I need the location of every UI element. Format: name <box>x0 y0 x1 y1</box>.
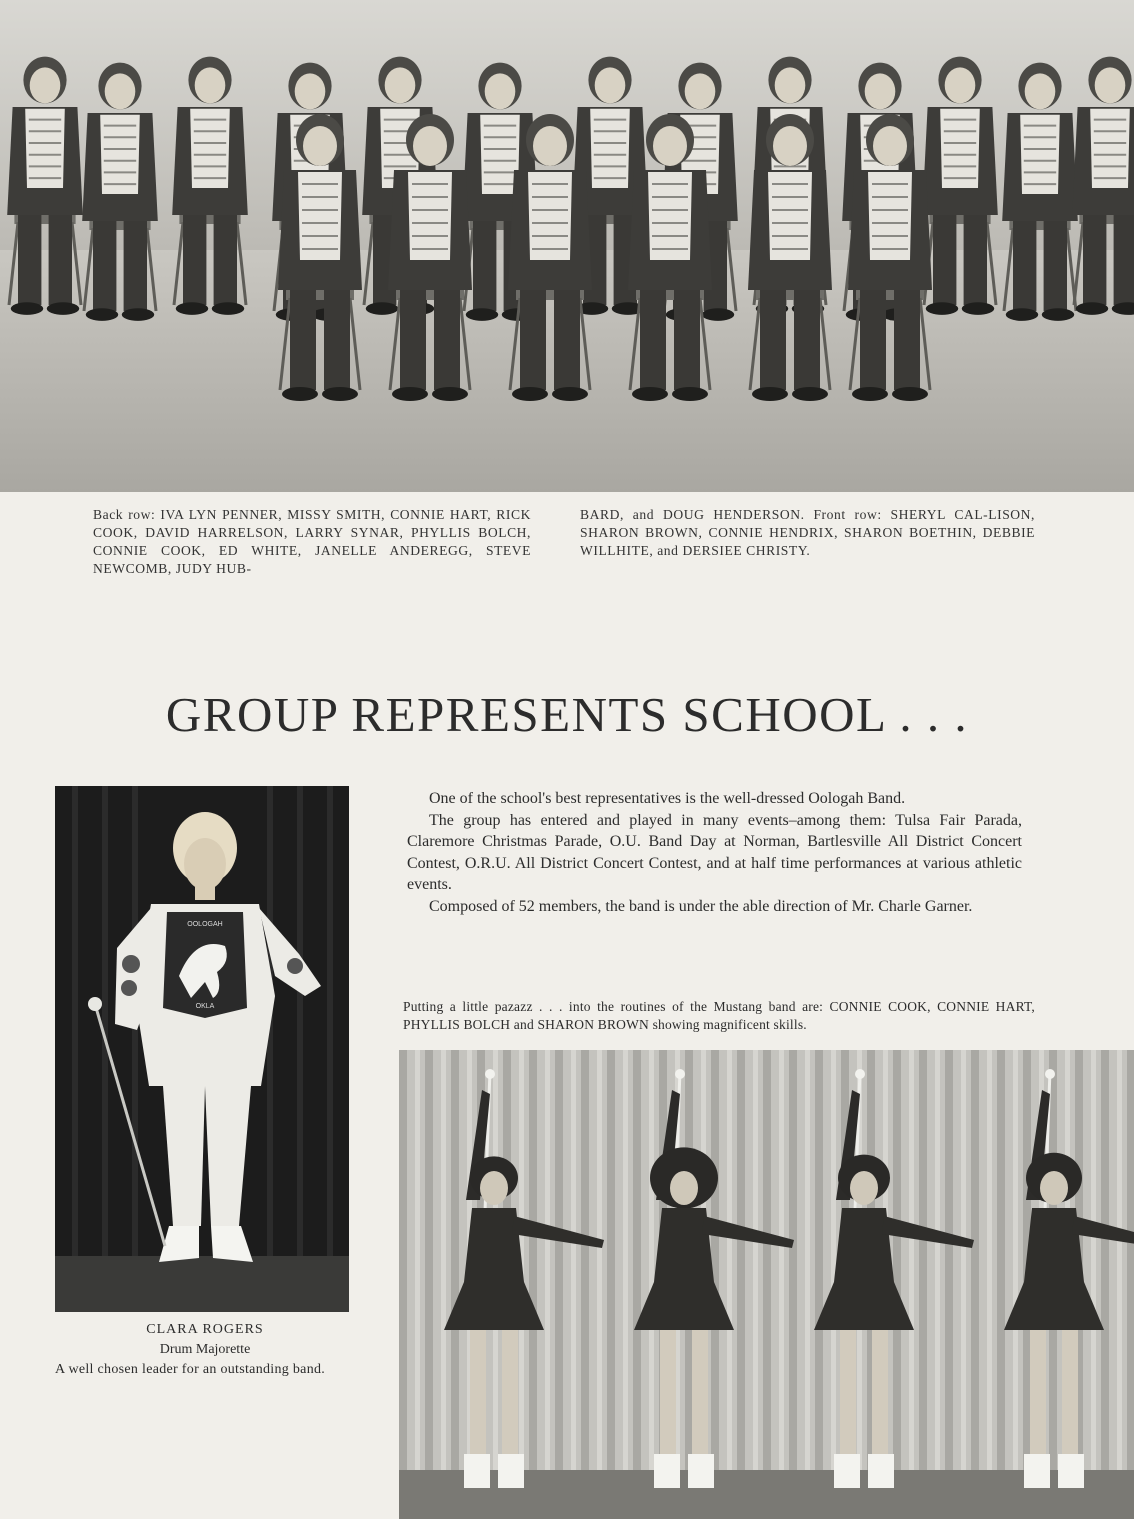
article-paragraph: One of the school's best representatives is the well-dressed Oologah Band. <box>429 790 906 807</box>
drum-majorette-caption <box>55 1320 355 1380</box>
group-photo-caption-left: Back row: IVA LYN PENNER, MISSY SMITH, CONNIE HART, RICK COOK, DAVID HARRELSON, LARRY SYNAR, PHYLLIS BOLCH, CONNIE COOK, ED WHITE, JANELLE ANDEREGG, STEVE NEWCOMB, JUDY HUB- <box>93 507 531 576</box>
article-paragraph: The group has entered and played in many events–among them: Tulsa Fair Parada, Claremore Christmas Parade, O.U. Band Day at Norman, Bartlesville All District Concert Contest, O.R.U. All District Concert Contest, and at half time performances at various athletic events. <box>407 811 1022 894</box>
uniform-text-bottom: OKLA <box>195 1003 215 1010</box>
group-photo-caption-right: BARD, and DOUG HENDERSON. Front row: SHERYL CAL-LISON, SHARON BROWN, CONNIE HENDRIX, SHARON BOETHIN, DEBBIE WILLHITE, and DERSIEE CHRISTY. <box>580 507 1035 558</box>
band-group-photo <box>0 0 1134 492</box>
majorette-title: Drum Majorette <box>159 1342 251 1357</box>
article-paragraph: Composed of 52 members, the band is under the able direction of Mr. Charle Garner. <box>429 897 973 915</box>
baton-twirlers-photo <box>399 1050 1134 1519</box>
article-body <box>407 788 1022 918</box>
uniform-text-top: OOLOGAH <box>187 921 223 928</box>
twirlers-photo-caption: Putting a little pazazz . . . into the routines of the Mustang band are: CONNIE COOK, CONNIE HART, PHYLLIS BOLCH and SHARON BROWN showing magnificent skills. <box>403 999 1035 1032</box>
majorette-description: A well chosen leader for an outstanding band. <box>55 1362 326 1377</box>
drum-majorette-photo <box>55 786 349 1312</box>
majorette-name: CLARA ROGERS <box>146 1322 264 1337</box>
page-headline: GROUP REPRESENTS SCHOOL . . . <box>165 687 969 742</box>
